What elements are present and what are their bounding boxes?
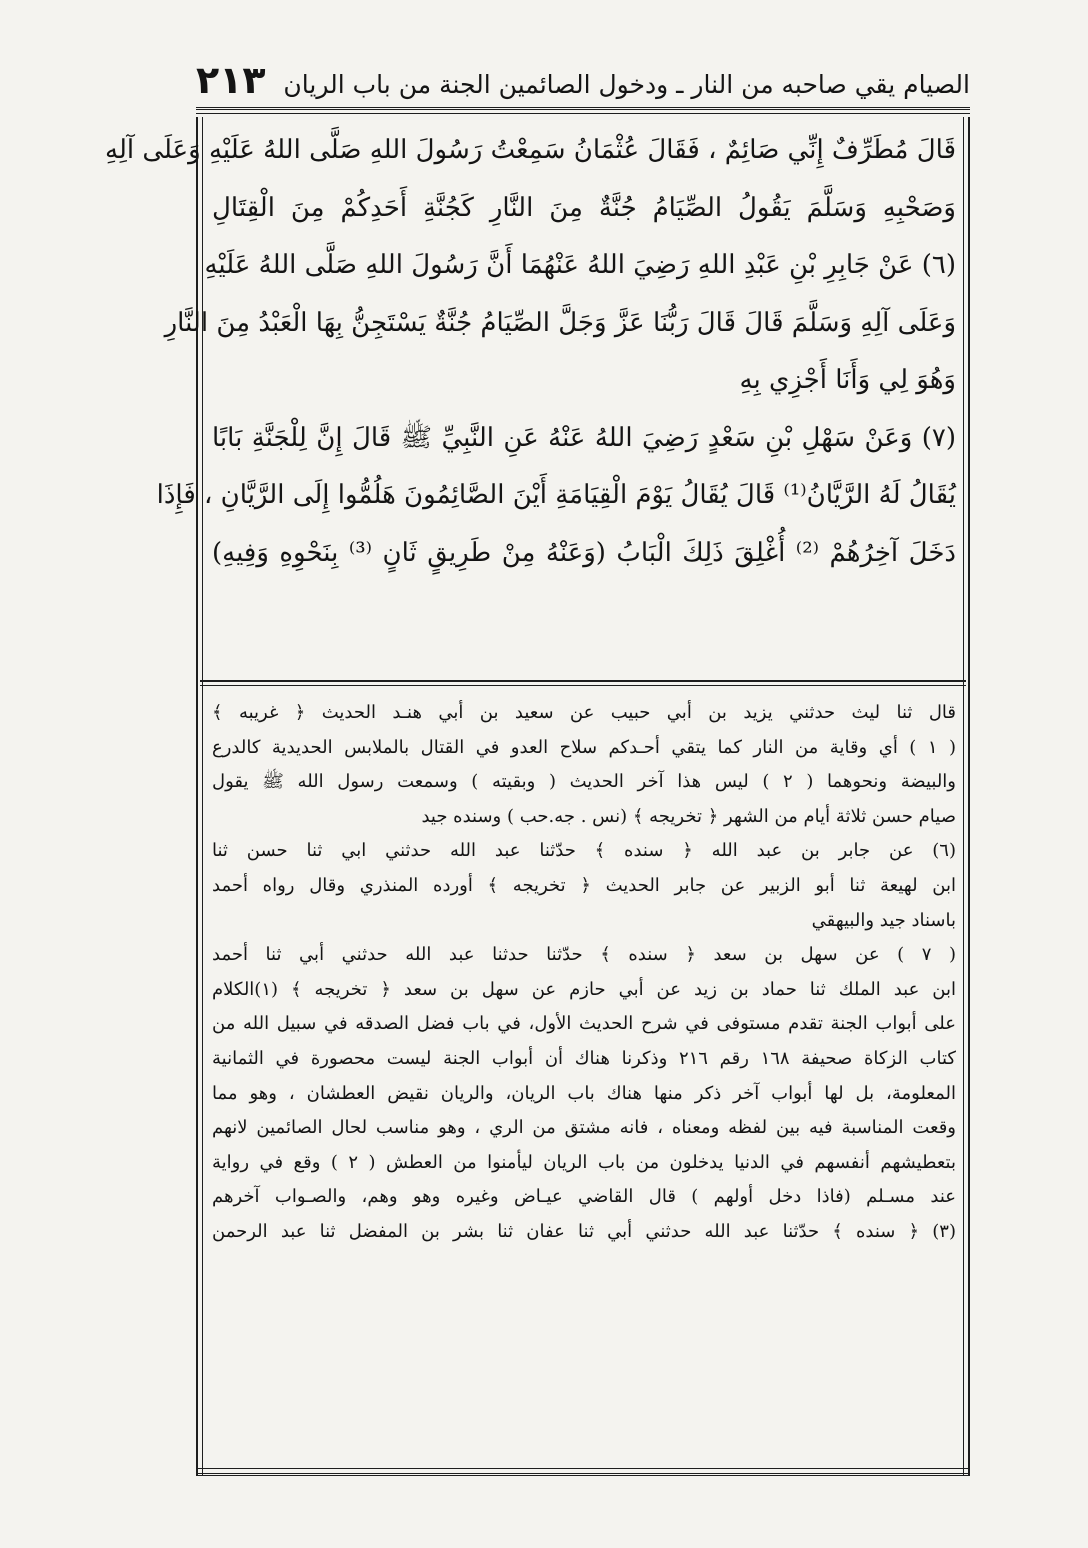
note-line: المعلومة، بل لها أبواب آخر ذكر منها هناك باب الريان، والريان نقيض العطشان ، وهو مما bbox=[212, 1082, 956, 1104]
note-line: (٣) ﴿ سنده ﴾ حدّثنا عبد الله حدثني أبي ثنا عفان ثنا بشر بن المفضل ثنا عبد الرحمن bbox=[212, 1220, 956, 1242]
main-line: وَعَلَى آلِهِ وَسَلَّمَ قَالَ قَالَ رَبُّنَا عَزَّ وَجَلَّ الصِّيَامُ جُنَّةٌ يَسْتَجِنُّ بِهَا الْعَبْدُ مِنَ النَّارِ bbox=[164, 307, 956, 338]
note-line: ابن لهيعة ثنا أبو الزبير عن جابر الحديث ﴿ تخريجه ﴾ أورده المنذري وقال رواه أحمد bbox=[212, 874, 956, 896]
note-line: وقعت المناسبة فيه بين لفظه ومعناه ، فانه مشتق من الري ، وهو مناسب لحال الصائمين لانهم bbox=[212, 1117, 956, 1139]
note-line: عند مسـلم (فاذا دخل أولهم ) قال القاضي عيـاض وغيره وهو وهم، والصـواب آخرهم bbox=[212, 1186, 956, 1208]
hadith-main-text bbox=[105, 122, 956, 582]
note-line: باسناد جيد والبيهقي bbox=[811, 909, 956, 931]
note-line: قال ثنا ليث حدثني يزيد بن أبي حبيب عن سعيد بن أبي هنـد الحديث ﴿ غريبه ﴾ bbox=[212, 702, 956, 723]
main-line: قَالَ مُطَرِّفٌ إِنِّي صَائِمٌ ، فَقَالَ عُثْمَانُ سَمِعْتُ رَسُولَ اللهِ صَلَّى اللهُ عَلَيْهِ وَعَلَى آلِهِ bbox=[105, 135, 956, 165]
page-header bbox=[190, 58, 970, 108]
main-line: (٦) عَنْ جَابِرِ بْنِ عَبْدِ اللهِ رَضِيَ اللهُ عَنْهُمَا أَنَّ رَسُولَ اللهِ صَلَّى اللهُ عَلَيْهِ bbox=[204, 250, 956, 280]
main-line: يُقَالُ لَهُ الرَّيَّانُ⁽¹⁾ قَالَ يُقَالُ يَوْمَ الْقِيَامَةِ أَيْنَ الصَّائِمُونَ هَلُمُّوا إِلَى الرَّيَّانِ ، فَإِذَا bbox=[156, 480, 956, 510]
note-line: والبيضة ونحوهما ( ٢ ) ليس هذا آخر الحديث ( وبقيته ) وسمعت رسول الله ﷺ يقول bbox=[212, 771, 956, 793]
main-line: دَخَلَ آخِرُهُمْ ⁽²⁾ أُغْلِقَ ذَلِكَ الْبَابُ (وَعَنْهُ مِنْ طَرِيقٍ ثَانٍ ⁽³⁾ بِنَحْوِهِ وَفِيهِ) bbox=[212, 537, 956, 568]
main-line: وَهُوَ لِي وَأَنَا أَجْزِي بِهِ bbox=[739, 365, 956, 395]
main-line: وَصَحْبِهِ وَسَلَّمَ يَقُولُ الصِّيَامُ جُنَّةٌ مِنَ النَّارِ كَجُنَّةِ أَحَدِكُمْ مِنَ الْقِتَالِ bbox=[212, 192, 956, 223]
page-number: ٢١٣ bbox=[196, 58, 266, 102]
text-notes-divider bbox=[200, 680, 966, 686]
note-line: على أبواب الجنة تقدم مستوفى في شرح الحديث الأول، في باب فضل الصدقه في سبيل الله من bbox=[212, 1013, 956, 1035]
running-title: الصيام يقي صاحبه من النار ـ ودخول الصائمين الجنة من باب الريان bbox=[283, 70, 970, 99]
main-line: (٧) وَعَنْ سَهْلِ بْنِ سَعْدٍ رَضِيَ اللهُ عَنْهُ عَنِ النَّبِيِّ ﷺ قَالَ إِنَّ لِلْجَنَّةِ بَابًا bbox=[212, 422, 956, 453]
commentary-notes bbox=[212, 696, 956, 1250]
note-line: كتاب الزكاة صحيفة ١٦٨ رقم ٢١٦ وذكرنا هناك أن أبواب الجنة ليست محصورة في الثمانية bbox=[212, 1047, 956, 1069]
note-line: ابن عبد الملك ثنا حماد بن زيد عن أبي حازم عن سهل بن سعد ﴿ تخريجه ﴾ (١)الكلام bbox=[212, 978, 956, 1000]
note-line: ( ٧ ) عن سهل بن سعد ﴿ سنده ﴾ حدّثنا حدثنا عبد الله حدثني أبي ثنا أحمد bbox=[212, 944, 957, 966]
frame-top-rule bbox=[196, 107, 970, 114]
frame-bottom-rule bbox=[196, 1468, 970, 1476]
note-line: (٦) عن جابر بن عبد الله ﴿ سنده ﴾ حدّثنا عبد الله حدثني ابي ثنا حسن ثنا bbox=[212, 840, 956, 862]
note-line: صيام حسن ثلاثة أيام من الشهر ﴿ تخريجه ﴾ (نس . جه.حب ) وسنده جيد bbox=[421, 805, 956, 827]
note-line: بتعطيشهم أنفسهم في الدنيا يدخلون من باب الريان ليأمنوا من العطش ( ٢ ) وقع في رواية bbox=[212, 1151, 956, 1173]
note-line: ( ١ ) أي وقاية من النار كما يتقي أحـدكم سلاح العدو في القتال بالملابس الحديدية كالدرع bbox=[212, 736, 956, 758]
